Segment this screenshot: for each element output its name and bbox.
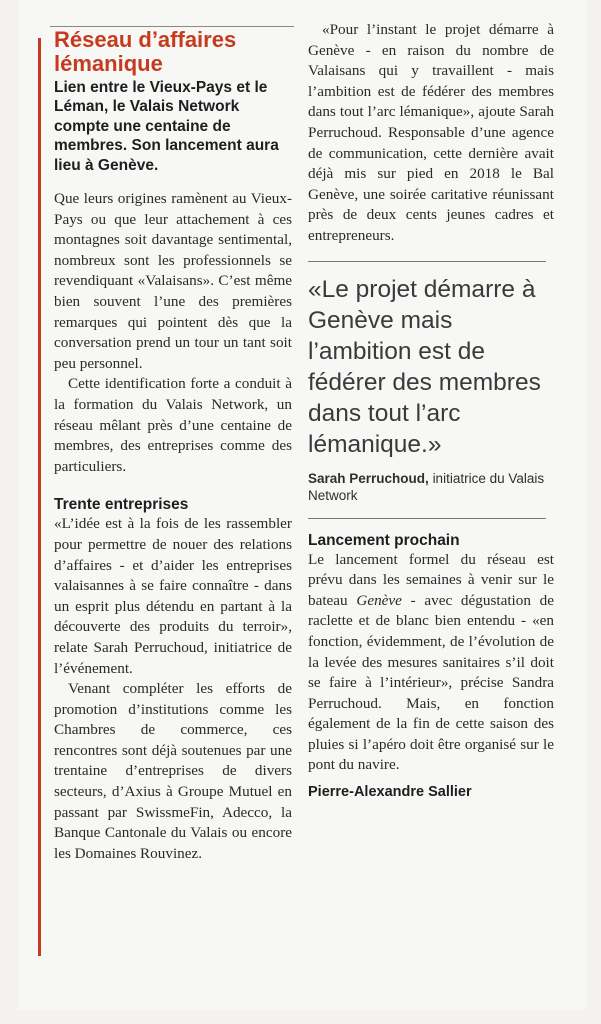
left-column [34, 28, 292, 864]
right-column [308, 20, 554, 800]
newspaper-page [18, 0, 586, 1010]
subhead-trente-entreprises: Trente entreprises [54, 496, 189, 514]
paragraph-2: Cette identification forte a conduit à la formation du Valais Network, un réseau mêlant près d’une centaine de membres, des entreprises comme des particuliers. [54, 375, 292, 475]
paragraph-6-part-a: Le lancement formel du réseau est prévu dans les semaines à venir sur le bateau [308, 550, 554, 609]
paragraph-3: «L’idée est à la fois de les rassembler pour permettre de nouer des relations d’affaires - et d’aider les entreprises valaisannes à se faire connaître - dans un esprit plus détendu en partant à la découverte des produits du terroir», relate Sarah Perruchoud, initiatrice de l’événement. [54, 515, 292, 677]
quote-attribution [308, 470, 554, 504]
boat-name: Genève [356, 591, 402, 609]
paragraph-5: «Pour l’instant le projet démarre à Genève - en raison du nombre de Valaisans qui y travaillent - mais l’ambition est de fédérer des membres dans tout l’arc lémanique», ajoute Sarah Perruchoud. Responsable d’une agence de communication, cette dernière avait déjà mis sur pied en 2018 le Bal Genève, une soirée caritative réunissant près de deux cents jeunes cadres et entrepreneurs. [308, 21, 554, 244]
paragraph-4: Venant compléter les efforts de promotion d’institutions comme les Chambres de commerce, ces rencontres sont déjà soutenues par une trentaine d’entreprises de divers secteurs, d’Axius à Groupe Mutuel en passant par SwissmeFin, Adecco, la Banque Cantonale du Valais ou encore les Domaines Rouvinez. [54, 680, 292, 862]
subhead-lancement-prochain: Lancement prochain [308, 531, 460, 549]
article-lead: Lien entre le Vieux-Pays et le Léman, le Valais Network compte une centaine de membres. Son lancement aura lieu à Genève. [54, 79, 279, 174]
article-headline: Réseau d’affaires lémanique [54, 27, 237, 76]
paragraph-1: Que leurs origines ramènent au Vieux-Pays ou que leur attachement à ces montagnes soit davantage sentimental, nombreux sont les professionnels se revendiquant «Valaisans». C’est même bien souvent l’une des premières remarques qui pointent dès que la conversation prend un tour un tant soit peu personnel. [54, 190, 292, 372]
author-signature: Pierre-Alexandre Sallier [308, 784, 472, 801]
quote-rule-top [308, 261, 546, 262]
quote-role: initiatrice du Valais Network [308, 470, 545, 503]
paragraph-6 [308, 550, 554, 777]
quote-author: Sarah Perruchoud, [308, 470, 429, 486]
quote-rule-bottom [308, 518, 546, 519]
pull-quote: «Le projet démarre à Genève mais l’ambition est de fédérer des membres dans tout l’arc lémanique.» [308, 275, 541, 458]
paragraph-6-part-b: - avec dégustation de raclette et de blanc bien entendu - «en fonction, évidemment, de l’évolution de la levée des mesures sanitaires s’il doit se faire à l’intérieur», précise Sandra Perruchoud. Mais, en fonction également de la fin de cette saison des pluies si l’apéro doit être organisé sur le pont du navire. [308, 591, 554, 774]
